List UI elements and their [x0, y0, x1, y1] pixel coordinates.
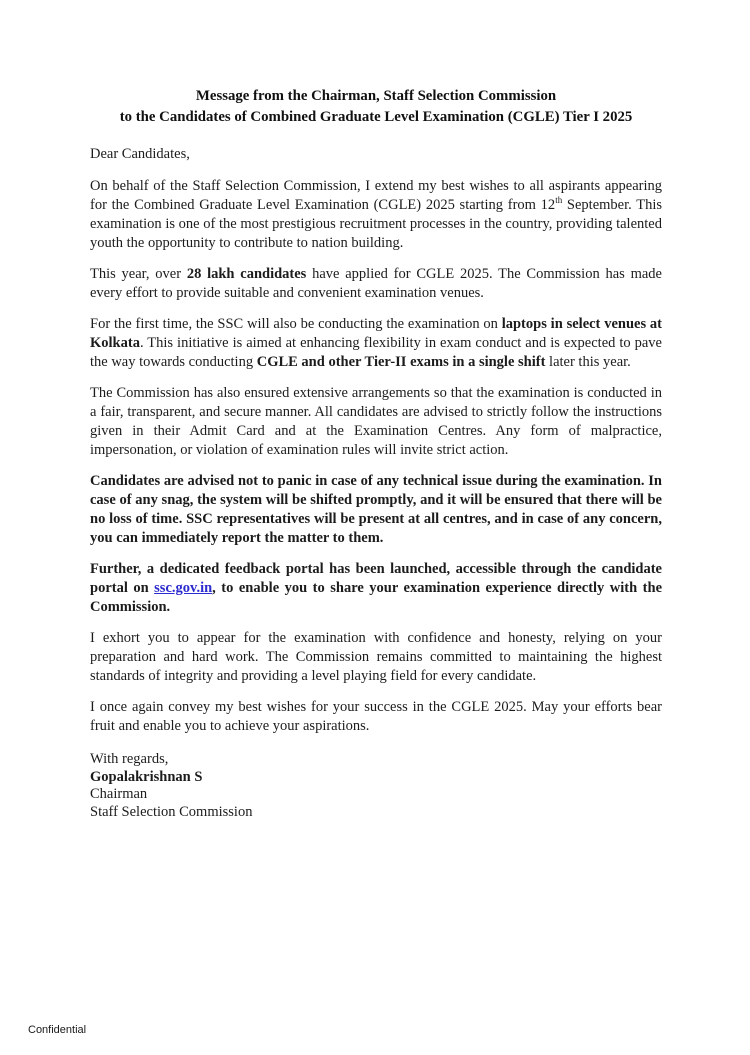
letter-paragraph — [90, 560, 662, 617]
closing-role: Chairman — [90, 786, 148, 802]
letter-title-line2: to the Candidates of Combined Graduate Level Examination (CGLE) Tier I 2025 — [119, 109, 633, 125]
closing-name: Gopalakrishnan S — [90, 768, 203, 785]
paragraph-text-run: This year, over — [90, 266, 187, 282]
paragraph-text-run: I exhort you to appear for the examination with confidence and honesty, relying on your preparation and hard work. The Commission remains committed to maintaining the highest standards of integrity and providing a level playing field for every candidate. — [90, 630, 662, 684]
letter-paragraph — [90, 315, 662, 372]
closing-org: Staff Selection Commission — [90, 803, 253, 820]
paragraph-text-run: On behalf of the Staff Selection Commission, I extend my best wishes to all aspirants appearing for the Combined Graduate Level Examination (CGLE) 2025 starting from 12 — [90, 178, 662, 213]
ssc-portal-link[interactable]: ssc.gov.in — [154, 580, 213, 596]
letter-body — [90, 177, 662, 736]
closing-block — [90, 751, 662, 821]
closing-regards: With regards, — [90, 751, 169, 767]
paragraph-text-run: 28 lakh candidates — [186, 266, 307, 282]
letter-paragraph — [90, 472, 662, 548]
paragraph-text-run: Candidates are advised not to panic in case of any technical issue during the examination. In case of any snag, the system will be shifted promptly, and it will be ensured that there will be no loss of time. SSC representatives will be present at all centres, and in case of any concern, you can immediately report the matter to them. — [90, 473, 662, 546]
letter-paragraph — [90, 384, 662, 460]
letter-paragraph — [90, 177, 662, 253]
paragraph-text-run: . This initiative is aimed at enhancing flexibility in exam conduct and is expected to pave the way towards conducting — [90, 335, 662, 370]
paragraph-text-run: , to enable you to share your examination experience directly with the Commission. — [90, 580, 662, 615]
superscript-ordinal: th — [555, 195, 563, 206]
paragraph-text-run: CGLE and other Tier-II exams in a single shift — [256, 354, 546, 370]
paragraph-text-run: have applied for CGLE 2025. The Commission has made every effort to provide suitable and convenient examination venues. — [90, 266, 662, 301]
paragraph-text-run: The Commission has also ensured extensive arrangements so that the examination is conducted in a fair, transparent, and secure manner. All candidates are advised to strictly follow the instructions given in their Admit Card and at the Examination Centres. Any form of malpractice, impersonation, or violation of examination rules will invite strict action. — [90, 385, 662, 458]
letter-paragraph — [90, 265, 662, 303]
paragraph-text-run: laptops in select venues at Kolkata — [90, 316, 663, 351]
paragraph-text-run: I once again convey my best wishes for your success in the CGLE 2025. May your efforts bear fruit and enable you to achieve your aspirations. — [90, 699, 662, 734]
paragraph-text-run: later this year. — [545, 354, 631, 370]
letter-paragraph — [90, 698, 662, 736]
salutation: Dear Candidates, — [90, 146, 190, 162]
paragraph-text-run: Further, a dedicated feedback portal has been launched, accessible through the candidate portal on — [90, 561, 662, 596]
confidential-footer: Confidential — [28, 1024, 87, 1036]
letter-title — [90, 86, 662, 128]
letter-title-line1: Message from the Chairman, Staff Selection Commission — [195, 88, 557, 104]
paragraph-text-run: For the first time, the SSC will also be conducting the examination on — [90, 316, 502, 332]
letter-paragraph — [90, 629, 662, 686]
paragraph-text-run: September. This examination is one of the most prestigious recruitment processes in the country, providing talented youth the opportunity to contribute to nation building. — [90, 197, 662, 251]
